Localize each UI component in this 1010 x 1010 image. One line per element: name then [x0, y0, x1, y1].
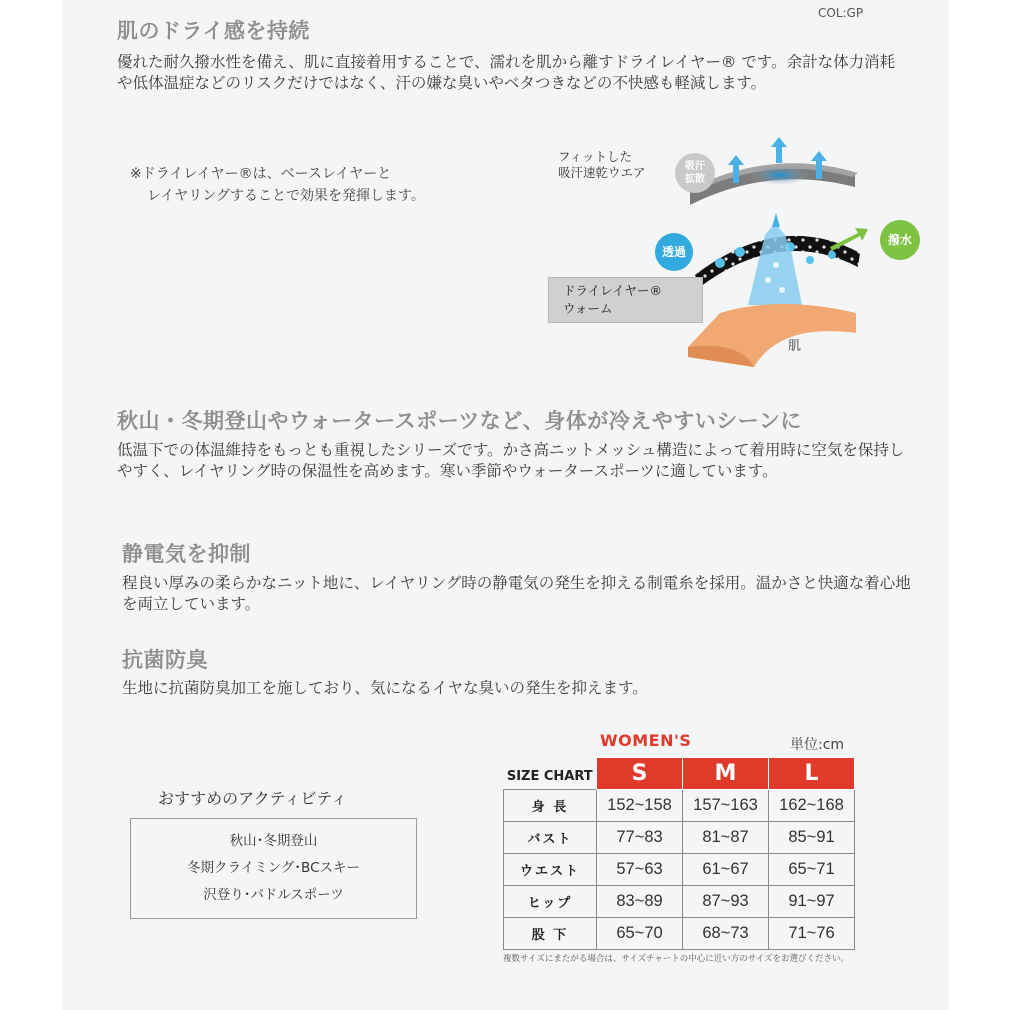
repel-arrow [830, 228, 868, 251]
note-line-1: ※ドライレイヤー®は、ベースレイヤーと [130, 166, 392, 182]
drylayer-label-line-2: ウォーム [563, 301, 613, 316]
color-code-label: COL:GP [818, 6, 864, 20]
table-cell: 85~91 [769, 822, 855, 854]
table-row [504, 822, 855, 854]
table-cell: 87~93 [683, 886, 769, 918]
table-cell: 81~87 [683, 822, 769, 854]
table-row [504, 886, 855, 918]
table-row [504, 790, 855, 822]
wear-label-line-1: フィットした [558, 149, 633, 164]
section-body-static: 程良い厚みの柔らかなニット地に、レイヤリング時の静電気の発生を抑える制電糸を採用。温かさと快適な着心地を両立しています。 [122, 574, 911, 613]
size-chart-label: SIZE CHART [506, 768, 593, 784]
wear-label [558, 149, 646, 181]
section-title-dry: 肌のドライ感を持続 [117, 19, 310, 43]
size-chart-heading: WOMEN'S [600, 731, 692, 750]
note-line-2: レイヤリングすることで効果を発揮します。 [147, 188, 425, 204]
size-unit: 単位:cm [790, 737, 845, 753]
table-cell: 65~70 [597, 918, 683, 950]
absorb-label-2: 拡散 [685, 174, 705, 185]
row-label: ウエスト [504, 854, 597, 886]
row-label: バスト [504, 822, 597, 854]
table-cell: 157~163 [683, 790, 769, 822]
skin-label: 肌 [788, 339, 802, 354]
section-body-antibacterial: 生地に抗菌防臭加工を施しており、気になるイヤな臭いの発生を抑えます。 [122, 679, 648, 697]
size-header-s: S [597, 758, 683, 790]
size-footnote: 複数サイズにまたがる場合は、サイズチャートの中心に近い方のサイズをお選びください。 [503, 954, 850, 964]
size-header-l: L [769, 758, 855, 790]
table-cell: 68~73 [683, 918, 769, 950]
drylayer-label-line-1: ドライレイヤー® [563, 283, 663, 298]
section-title-antibacterial: 抗菌防臭 [122, 648, 208, 672]
activity-item: 沢登り･パドルスポーツ [203, 887, 344, 903]
activity-item: 冬期クライミング･BCスキー [186, 860, 361, 876]
table-cell: 71~76 [769, 918, 855, 950]
activity-box [130, 818, 417, 919]
table-cell: 83~89 [597, 886, 683, 918]
table-cell: 57~63 [597, 854, 683, 886]
absorb-label-1: 吸汗 [685, 161, 705, 172]
transmission-badge: 透過 [655, 233, 693, 271]
table-cell: 77~83 [597, 822, 683, 854]
row-label: 身 長 [504, 790, 597, 822]
table-cell: 61~67 [683, 854, 769, 886]
table-cell: 152~158 [597, 790, 683, 822]
table-cell: 162~168 [769, 790, 855, 822]
size-header-row [504, 758, 855, 790]
section-title-static: 静電気を抑制 [122, 542, 251, 566]
size-chart-label-cell [504, 758, 597, 790]
row-label: ヒップ [504, 886, 597, 918]
layering-diagram [540, 135, 940, 375]
drylayer-warm-label [548, 277, 703, 323]
table-row [504, 918, 855, 950]
section-body-cold: 低温下での体温維持をもっとも重視したシリーズです。かさ高ニットメッシュ構造によって着用時に空気を保持しやすく、レイヤリング時の保温性を高めます。寒い季節やウォータースポーツに適しています。 [117, 441, 905, 480]
size-header-m: M [683, 758, 769, 790]
wear-label-line-2: 吸汗速乾ウエア [558, 165, 646, 180]
activity-item: 秋山･冬期登山 [229, 833, 318, 849]
sweat-spot [750, 165, 810, 185]
table-cell: 91~97 [769, 886, 855, 918]
table-row [504, 854, 855, 886]
water-repellent-badge: 撥水 [880, 220, 920, 260]
size-table [503, 757, 855, 950]
section-body-dry: 優れた耐久撥水性を備え、肌に直接着用することで、濡れを肌から離すドライレイヤー® です。余計な体力消耗や低体温症などのリスクだけではなく、汗の嫌な臭いやベタつきなどの不快感も軽減します。 [117, 53, 896, 92]
row-label: 股 下 [504, 918, 597, 950]
absorb-diffuse-badge [675, 153, 715, 193]
section-title-cold: 秋山・冬期登山やウォータースポーツなど、身体が冷えやすいシーンに [117, 409, 802, 433]
table-cell: 65~71 [769, 854, 855, 886]
activity-title: おすすめのアクティビティ [158, 789, 348, 808]
drylayer-note [130, 163, 425, 207]
